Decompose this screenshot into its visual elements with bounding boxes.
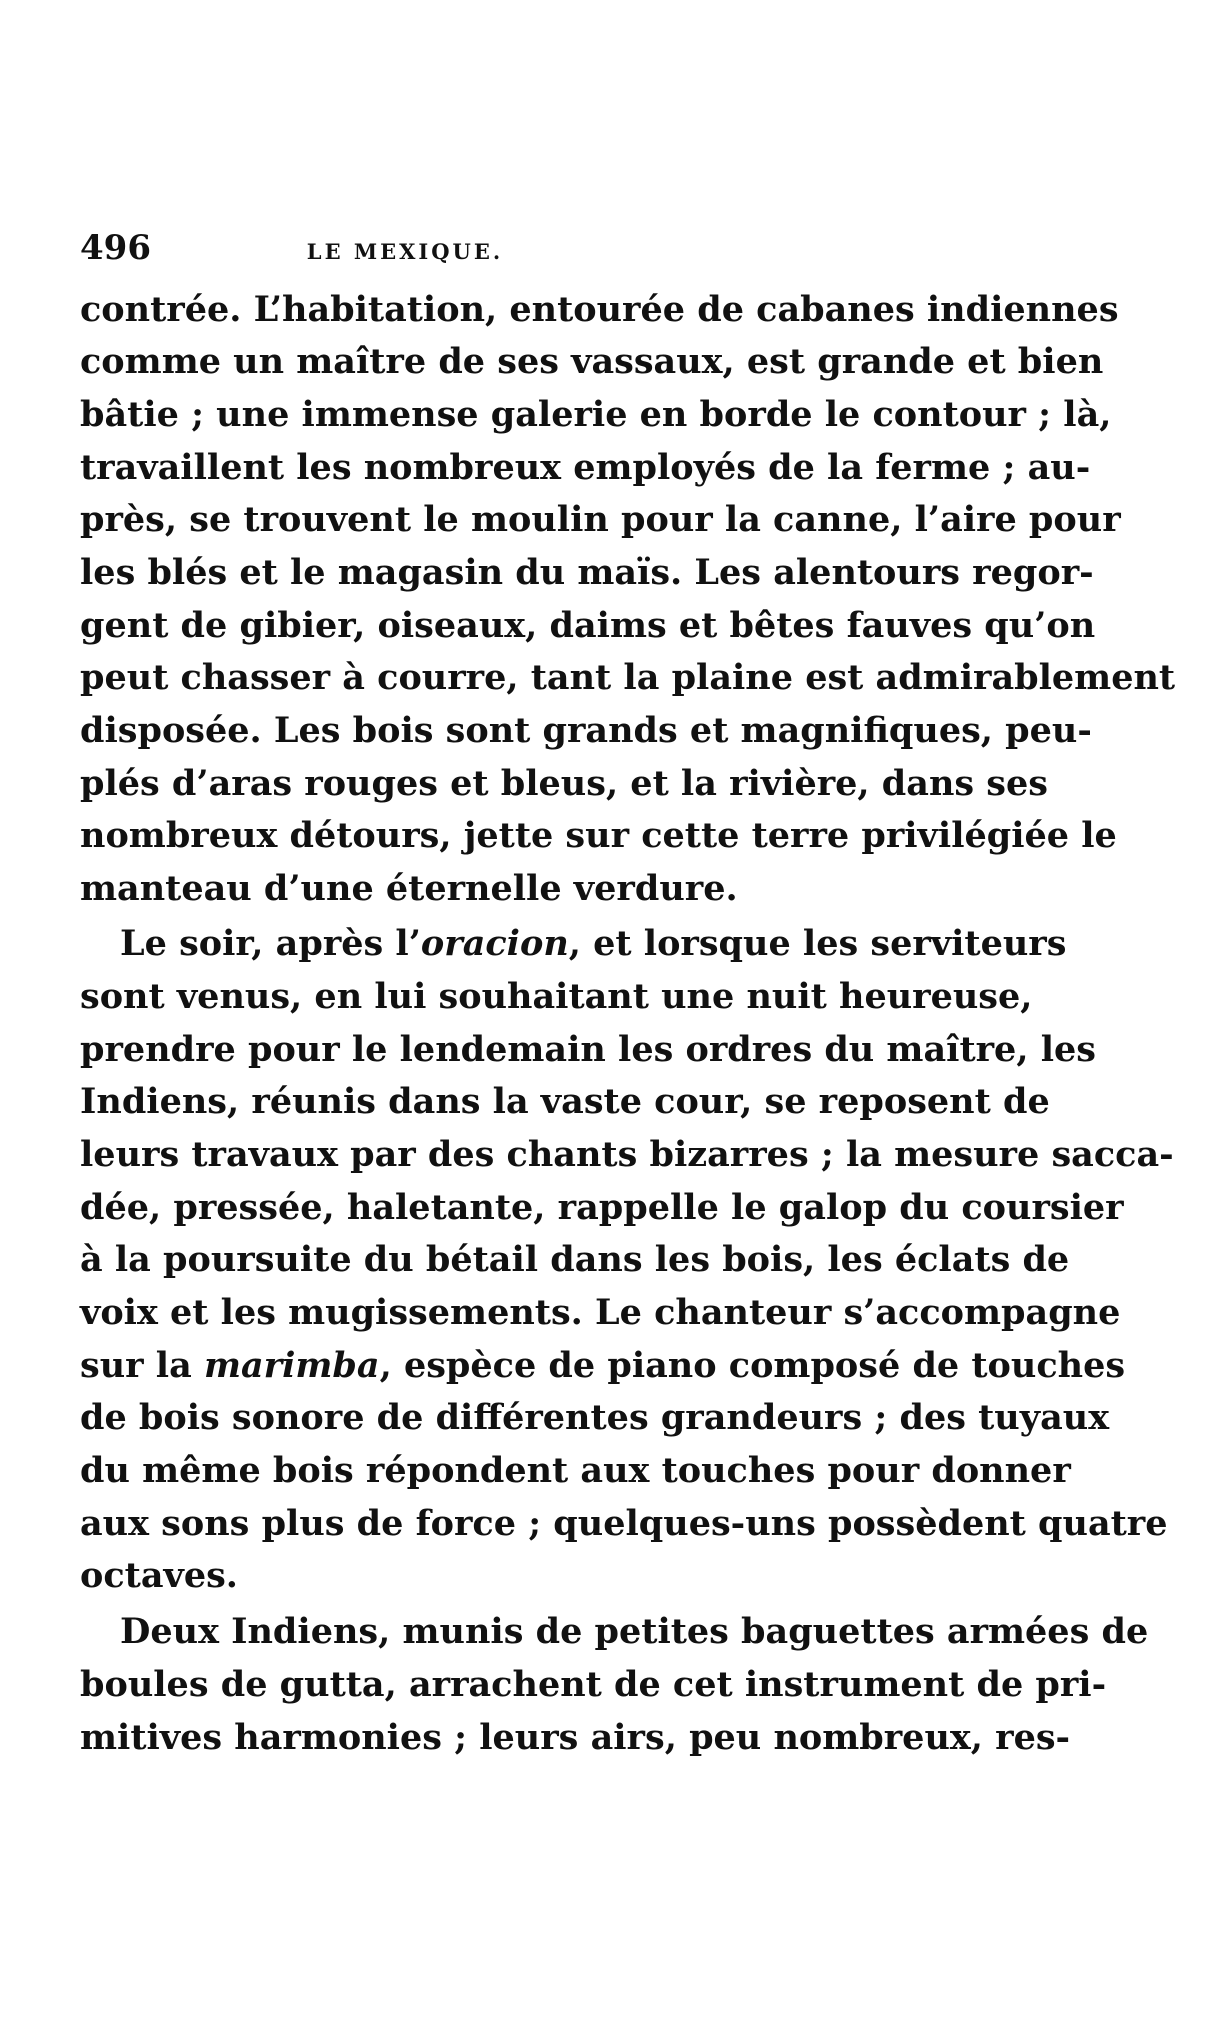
text-line: boules de gutta, arrachent de cet instrument de pri-: [80, 1664, 1107, 1705]
text-segment: sur la: [80, 1345, 204, 1386]
text-line: Indiens, réunis dans la vaste cour, se reposent de: [80, 1081, 1050, 1122]
text-line: bâtie ; une immense galerie en borde le contour ; là,: [80, 394, 1112, 435]
text-line: contrée. L’habitation, entourée de cabanes indiennes: [80, 289, 1119, 330]
page-header: [80, 228, 730, 268]
text-line-with-italic: [80, 1340, 1126, 1392]
text-line: plés d’aras rouges et bleus, et la rivière, dans ses: [80, 763, 1048, 804]
text-segment: , espèce de piano composé de touches: [379, 1345, 1126, 1386]
text-line: peut chasser à courre, tant la plaine est admirablement: [80, 657, 1176, 698]
italic-term-oracion: oracion: [420, 923, 569, 964]
text-line: aux sons plus de force ; quelques-uns possèdent quatre: [80, 1503, 1168, 1544]
page-number: 496: [80, 228, 151, 268]
text-line: manteau d’une éternelle verdure.: [80, 868, 738, 909]
text-line: Deux Indiens, munis de petites baguettes armées de: [120, 1611, 1149, 1652]
text-line: de bois sonore de différentes grandeurs ; des tuyaux: [80, 1397, 1110, 1438]
text-line: comme un maître de ses vassaux, est grande et bien: [80, 341, 1104, 382]
text-line: nombreux détours, jette sur cette terre privilégiée le: [80, 815, 1117, 856]
italic-term-marimba: marimba: [203, 1345, 380, 1386]
text-line: mitives harmonies ; leurs airs, peu nombreux, res-: [80, 1717, 1071, 1758]
text-line: octaves.: [80, 1555, 238, 1596]
text-line: sont venus, en lui souhaitant une nuit heureuse,: [80, 976, 1033, 1017]
text-line: disposée. Les bois sont grands et magnifiques, peu-: [80, 710, 1092, 751]
text-segment: Le soir, après l’: [120, 923, 421, 964]
text-line: les blés et le magasin du maïs. Les alentours regor-: [80, 552, 1094, 593]
text-line: leurs travaux par des chants bizarres ; la mesure sacca-: [80, 1134, 1174, 1175]
text-line: gent de gibier, oiseaux, daims et bêtes fauves qu’on: [80, 605, 1096, 646]
text-line-with-italic: [120, 918, 1067, 970]
text-line: voix et les mugissements. Le chanteur s’accompagne: [80, 1292, 1121, 1333]
text-line: travaillent les nombreux employés de la ferme ; au-: [80, 447, 1091, 488]
text-segment: , et lorsque les serviteurs: [568, 923, 1067, 964]
running-title: LE MEXIQUE.: [306, 239, 504, 264]
text-line: du même bois répondent aux touches pour donner: [80, 1450, 1071, 1491]
text-line: dée, pressée, haletante, rappelle le galop du coursier: [80, 1187, 1124, 1228]
text-line: à la poursuite du bétail dans les bois, les éclats de: [80, 1239, 1070, 1280]
text-line: prendre pour le lendemain les ordres du maître, les: [80, 1029, 1096, 1070]
text-line: près, se trouvent le moulin pour la canne, l’aire pour: [80, 499, 1121, 540]
